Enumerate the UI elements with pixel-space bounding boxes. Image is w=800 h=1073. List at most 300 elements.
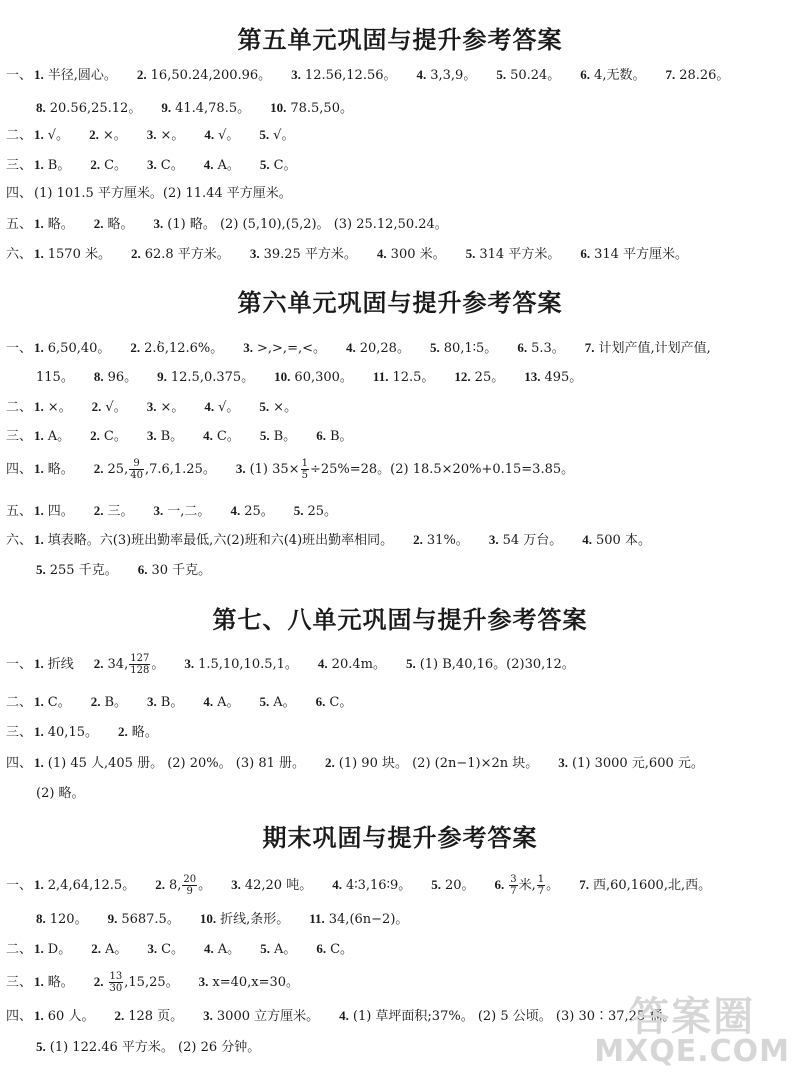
answer-item <box>454 364 504 391</box>
answer-text: 填表略。六(3)班出勤率最低,六(2)班和六(4)班出勤率相同。 <box>47 533 394 548</box>
answer-item <box>579 872 711 899</box>
answer-text: 20.56,25.12。 <box>49 101 142 116</box>
answer-text: √。 <box>218 400 240 415</box>
part-label: 四、 <box>6 756 33 771</box>
answer-text: C。 <box>103 429 127 444</box>
answer-text: (1) B,40,16。(2)30,12。 <box>419 657 575 672</box>
answer-item <box>558 750 704 777</box>
fraction <box>109 971 124 994</box>
question-number: 1. <box>34 461 44 476</box>
answer-item <box>309 906 408 933</box>
answer-text: 42,20 吨。 <box>244 878 313 893</box>
answer-item <box>203 423 240 450</box>
question-number: 3. <box>249 246 260 261</box>
question-number: 1. <box>34 503 44 518</box>
question-number: 1. <box>34 127 44 142</box>
question-number: 1. <box>34 216 44 231</box>
answer-item <box>270 95 353 122</box>
question-number: 3. <box>146 399 157 414</box>
question-number: 1. <box>34 974 44 989</box>
fraction-numerator: 127 <box>130 653 150 664</box>
answer-text: 314 平方米。 <box>479 247 561 262</box>
answer-item <box>377 241 446 268</box>
question-number: 9. <box>161 100 172 115</box>
answer-item <box>524 364 582 391</box>
question-number: 3. <box>203 1008 213 1023</box>
answer-text: C。 <box>47 695 71 710</box>
answer-item <box>236 456 574 483</box>
answer-line <box>6 152 796 178</box>
answer-text: C。 <box>161 942 185 957</box>
answer-line <box>6 241 796 267</box>
question-number: 11. <box>309 911 325 926</box>
question-number: 5. <box>429 340 440 355</box>
answer-item <box>332 872 411 899</box>
question-number: 2. <box>93 656 104 671</box>
answer-item <box>34 181 292 207</box>
answer-item <box>316 689 353 716</box>
answer-item <box>34 335 110 362</box>
question-number: 1. <box>34 246 44 261</box>
answer-item <box>90 152 127 179</box>
answer-item <box>130 335 223 362</box>
answer-text: 12.5,0.375。 <box>170 370 255 385</box>
question-number: 6. <box>137 562 148 577</box>
answer-line <box>6 181 796 207</box>
answer-text: 34,(6n−2)。 <box>328 912 409 927</box>
question-number: 3. <box>147 941 158 956</box>
question-number: 1. <box>34 67 44 82</box>
fraction-numerator: 1 <box>301 458 308 469</box>
question-number: 5. <box>259 127 270 142</box>
answer-item <box>204 152 240 179</box>
answer-text: C。 <box>273 158 297 173</box>
answer-item <box>154 211 448 238</box>
answer-item <box>94 456 216 483</box>
question-number: 2. <box>90 694 101 709</box>
answer-text: (1) 45 人,405 册。 (2) 20%。 (3) 81 册。 <box>47 756 305 771</box>
answer-item <box>230 498 273 525</box>
answer-item <box>431 872 474 899</box>
answer-item <box>90 423 127 450</box>
answer-text: ×。 <box>102 128 127 143</box>
answer-text: 314 平方厘米。 <box>594 247 689 262</box>
fraction-numerator: 9 <box>129 458 144 470</box>
fraction <box>537 874 545 897</box>
answer-item <box>243 335 326 362</box>
question-number: 2. <box>89 127 99 142</box>
answer-item <box>147 936 184 963</box>
question-number: 1. <box>34 656 44 671</box>
question-number: 3. <box>184 656 195 671</box>
answer-text: 30 千克。 <box>151 563 212 578</box>
answer-text: 一,二。 <box>167 504 211 519</box>
answer-text: C。 <box>330 942 354 957</box>
fraction <box>182 874 197 897</box>
fraction <box>129 458 144 481</box>
question-number: 8. <box>36 100 46 115</box>
answer-text: 。 <box>151 657 165 672</box>
question-number: 8. <box>36 911 46 926</box>
answer-text: 半径,圆心。 <box>47 68 117 83</box>
answer-text: 米, <box>518 878 536 893</box>
question-number: 4. <box>204 399 215 414</box>
answer-line <box>36 781 796 807</box>
answer-item <box>34 936 71 963</box>
answer-line <box>6 750 796 776</box>
answer-item <box>147 152 184 179</box>
answer-text: B。 <box>273 429 297 444</box>
part-label: 五、 <box>6 217 33 232</box>
question-number: 3. <box>153 216 164 231</box>
answer-text: 3,3,9。 <box>430 68 477 83</box>
answer-line <box>36 95 796 121</box>
question-number: 4. <box>204 127 215 142</box>
question-number: 9. <box>157 369 167 384</box>
question-number: 3. <box>243 340 254 355</box>
question-number: 1. <box>34 724 44 739</box>
answer-item <box>36 557 118 584</box>
answer-text: C。 <box>329 695 353 710</box>
answer-item <box>138 557 211 584</box>
answer-text: A。 <box>217 942 241 957</box>
fraction-numerator: 1 <box>537 874 545 885</box>
answer-item <box>496 62 560 89</box>
answer-text: 略。 <box>47 975 74 990</box>
part-label: 四、 <box>6 186 33 201</box>
answer-text: 略。 <box>131 725 158 740</box>
answer-text: 。 <box>198 878 212 893</box>
answer-item <box>294 498 337 525</box>
answer-text: ,7.6,1.25。 <box>144 462 216 477</box>
answer-item <box>36 365 74 391</box>
answer-item <box>147 394 185 421</box>
question-number: 6. <box>316 941 327 956</box>
answer-text: 略。 <box>107 217 134 232</box>
part-label: 三、 <box>6 975 33 990</box>
question-number: 6. <box>494 877 505 892</box>
answer-line <box>6 335 796 361</box>
question-number: 1. <box>34 157 44 172</box>
answer-text: A。 <box>217 158 240 173</box>
answer-text: A。 <box>47 429 71 444</box>
answer-text: 8, <box>168 878 182 893</box>
answer-text: 12.56,12.56。 <box>304 68 397 83</box>
answer-item <box>34 750 305 777</box>
answer-line <box>6 936 796 962</box>
question-number: 1. <box>34 877 44 892</box>
answer-text: (1) 35× <box>249 462 300 477</box>
question-number: 5. <box>259 399 270 414</box>
answer-item <box>274 364 353 391</box>
question-number: 4. <box>203 428 213 443</box>
question-number: 2. <box>114 1008 125 1023</box>
answer-text: 54 万台。 <box>502 533 563 548</box>
answer-text: 39.25 平方米。 <box>263 247 357 262</box>
answer-text: 6,50,40。 <box>47 341 111 356</box>
answer-item <box>204 122 239 149</box>
answer-text: x=40,x=30。 <box>212 975 300 990</box>
answer-text: √。 <box>105 400 127 415</box>
answer-item <box>346 335 410 362</box>
question-number: 3. <box>147 157 157 172</box>
question-number: 6. <box>316 428 326 443</box>
answer-item <box>413 527 469 554</box>
answer-item <box>231 872 312 899</box>
answer-item <box>114 1003 183 1030</box>
answer-text: C。 <box>216 429 240 444</box>
part-label: 三、 <box>6 429 33 444</box>
answer-text: 计划产值,计划产值, <box>598 341 711 356</box>
answer-line <box>6 122 796 148</box>
answer-text: C。 <box>160 158 184 173</box>
answer-text: 500 本。 <box>596 533 651 548</box>
question-number: 1. <box>34 428 44 443</box>
answer-text: A。 <box>273 695 296 710</box>
answer-line <box>6 689 796 715</box>
question-number: 3. <box>198 974 209 989</box>
question-number: 5. <box>465 246 476 261</box>
question-number: 5. <box>260 941 270 956</box>
question-number: 2. <box>90 428 100 443</box>
answer-text: 20.4m。 <box>331 657 386 672</box>
part-label: 一、 <box>6 68 33 83</box>
question-number: 7. <box>665 67 676 82</box>
question-number: 4. <box>345 340 356 355</box>
fraction-denominator: 40 <box>130 470 143 481</box>
answer-text: (1) 3000 元,600 元。 <box>572 756 704 771</box>
part-label: 三、 <box>6 158 33 173</box>
answer-text: 略。 <box>47 462 74 477</box>
answer-item <box>147 423 183 450</box>
answer-item <box>36 1034 260 1061</box>
question-number: 4. <box>416 67 427 82</box>
question-number: 3. <box>235 461 246 476</box>
answer-text: B。 <box>104 695 128 710</box>
answer-text: >,>,=,<。 <box>257 341 326 356</box>
answer-line <box>6 872 796 898</box>
question-number: 1. <box>34 755 44 770</box>
question-number: 5. <box>405 656 416 671</box>
question-number: 3. <box>147 694 157 709</box>
question-number: 3. <box>488 532 499 547</box>
answer-line <box>6 62 796 88</box>
answer-item <box>34 122 69 149</box>
answer-text: 62.8 平方米。 <box>144 247 230 262</box>
question-number: 4. <box>332 877 342 892</box>
question-number: 11. <box>372 369 389 384</box>
answer-item <box>582 527 651 554</box>
answer-text: B。 <box>160 429 184 444</box>
answer-line <box>6 211 796 237</box>
answer-text: 25。 <box>244 504 274 519</box>
answer-item <box>91 936 127 963</box>
question-number: 13. <box>524 369 541 384</box>
question-number: 2. <box>93 461 104 476</box>
answer-item <box>580 241 688 268</box>
answer-item <box>417 62 477 89</box>
part-label: 二、 <box>6 942 33 957</box>
question-number: 5. <box>36 562 46 577</box>
answer-line <box>36 364 796 390</box>
fraction-denominator: 128 <box>130 665 150 676</box>
answer-text: B。 <box>47 158 71 173</box>
answer-line <box>6 969 796 995</box>
repeating-digit: · 6 <box>157 341 165 356</box>
answer-item <box>34 969 74 996</box>
answer-item <box>34 211 74 238</box>
answer-item <box>36 906 88 933</box>
answer-text: A。 <box>217 695 240 710</box>
watermark-text-cn: 答案圈 <box>629 994 756 1040</box>
question-number: 2. <box>91 399 102 414</box>
answer-text: (1) 略。 (2) (5,10),(5,2)。 (3) 25.12,50.24。 <box>167 217 448 232</box>
question-number: 4. <box>204 941 214 956</box>
question-number: 2. <box>130 340 141 355</box>
answer-text: B。 <box>160 695 184 710</box>
answer-item <box>316 936 353 963</box>
fraction <box>509 874 517 897</box>
answer-text: 25。 <box>307 504 338 519</box>
fraction-denominator: 7 <box>510 886 517 897</box>
question-number: 2. <box>90 157 101 172</box>
answer-item <box>34 872 135 899</box>
question-number: 1. <box>34 694 44 709</box>
answer-item <box>291 62 396 89</box>
answer-item <box>489 527 562 554</box>
question-number: 7. <box>584 340 595 355</box>
answer-text: ×。 <box>47 400 72 415</box>
question-number: 7. <box>579 877 589 892</box>
answer-item <box>34 241 111 268</box>
answer-text: √。 <box>47 128 70 143</box>
question-number: 5. <box>259 157 270 172</box>
answer-text: 96。 <box>107 370 138 385</box>
answer-text: 1.5,10,10.5,1。 <box>198 657 298 672</box>
question-number: 5. <box>496 67 507 82</box>
answer-line <box>6 423 796 449</box>
answer-item <box>260 152 297 179</box>
fraction-denominator: 7 <box>537 886 545 897</box>
answer-item <box>108 906 180 933</box>
answer-text: 2,4,64,12.5。 <box>47 878 136 893</box>
answer-item <box>92 394 127 421</box>
answer-item <box>199 969 299 996</box>
answer-item <box>147 689 183 716</box>
question-number: 4. <box>203 157 214 172</box>
answer-text: 128 页。 <box>128 1009 184 1024</box>
answer-item <box>131 241 230 268</box>
answer-item <box>203 689 239 716</box>
question-number: 6. <box>315 694 326 709</box>
answer-text: 41.4,78.5。 <box>175 101 251 116</box>
answer-text: 25。 <box>474 370 505 385</box>
answer-item <box>34 689 71 716</box>
question-number: 5. <box>36 1039 46 1054</box>
question-number: 3. <box>153 503 164 518</box>
answer-item <box>204 394 239 421</box>
fraction-denominator: 5 <box>301 470 308 481</box>
question-number: 1. <box>34 941 44 956</box>
question-number: 2. <box>117 724 128 739</box>
answer-text: 16,50.24,200.96。 <box>150 68 272 83</box>
section-title: 期末巩固与提升参考答案 <box>262 824 538 852</box>
part-label: 四、 <box>6 462 33 477</box>
answer-text: ÷25%=28。(2) 18.5×20%+0.15=3.85。 <box>309 462 575 477</box>
answer-item <box>34 651 74 678</box>
answer-item <box>259 122 294 149</box>
question-number: 1. <box>34 399 44 414</box>
answer-text: (2) 略。 <box>36 786 85 801</box>
answer-text: B。 <box>329 429 353 444</box>
question-number: 8. <box>93 369 104 384</box>
answer-text: (1) 草坪面积;37%。 (2) 5 公顷。 (3) 30∶37,25 桶。 <box>352 1009 676 1024</box>
fraction-numerator: 3 <box>510 874 517 885</box>
question-number: 3. <box>558 755 569 770</box>
answer-item <box>34 423 70 450</box>
part-label: 二、 <box>6 695 33 710</box>
answer-item <box>161 95 250 122</box>
answer-item <box>430 335 497 362</box>
answer-text: 25, <box>107 462 129 477</box>
answer-item <box>34 719 98 746</box>
answer-line <box>6 456 796 482</box>
answer-line <box>6 651 796 677</box>
answer-line <box>6 394 796 420</box>
question-number: 3. <box>146 428 157 443</box>
answer-item <box>34 456 74 483</box>
answer-item <box>665 62 729 89</box>
answer-item <box>94 211 134 238</box>
part-label: 一、 <box>6 657 33 672</box>
answer-item <box>517 335 564 362</box>
answer-text: 。 <box>546 878 560 893</box>
answer-text: A。 <box>104 942 128 957</box>
answer-item <box>34 62 117 89</box>
answer-line <box>6 498 796 524</box>
answer-item <box>34 394 72 421</box>
answer-item <box>94 969 179 996</box>
answer-text: 20。 <box>444 878 475 893</box>
watermark-logo <box>594 994 790 1069</box>
question-number: 3. <box>146 127 157 142</box>
answer-text: C。 <box>104 158 128 173</box>
answer-item <box>147 122 185 149</box>
question-number: 4. <box>317 656 328 671</box>
answer-text: 4,无数。 <box>594 68 646 83</box>
question-number: 4. <box>203 694 214 709</box>
answer-text: 折线 <box>47 657 74 672</box>
fraction <box>301 458 309 481</box>
part-label: 一、 <box>6 878 33 893</box>
answer-item <box>155 872 211 899</box>
question-number: 2. <box>91 941 101 956</box>
answer-text: 300 米。 <box>390 247 446 262</box>
answer-text: 四。 <box>47 504 74 519</box>
question-number: 3. <box>231 877 241 892</box>
question-number: 2. <box>130 246 141 261</box>
question-number: 10. <box>274 369 291 384</box>
question-number: 4. <box>376 246 387 261</box>
answer-item <box>34 498 74 525</box>
section-title: 第六单元巩固与提升参考答案 <box>237 289 563 317</box>
question-number: 2. <box>155 877 165 892</box>
answer-text: 3000 立方厘米。 <box>216 1009 320 1024</box>
answer-text: 50.24。 <box>510 68 561 83</box>
part-label: 六、 <box>6 247 33 262</box>
answer-text: 4∶3,16∶9。 <box>345 878 412 893</box>
answer-text: 120。 <box>49 912 88 927</box>
